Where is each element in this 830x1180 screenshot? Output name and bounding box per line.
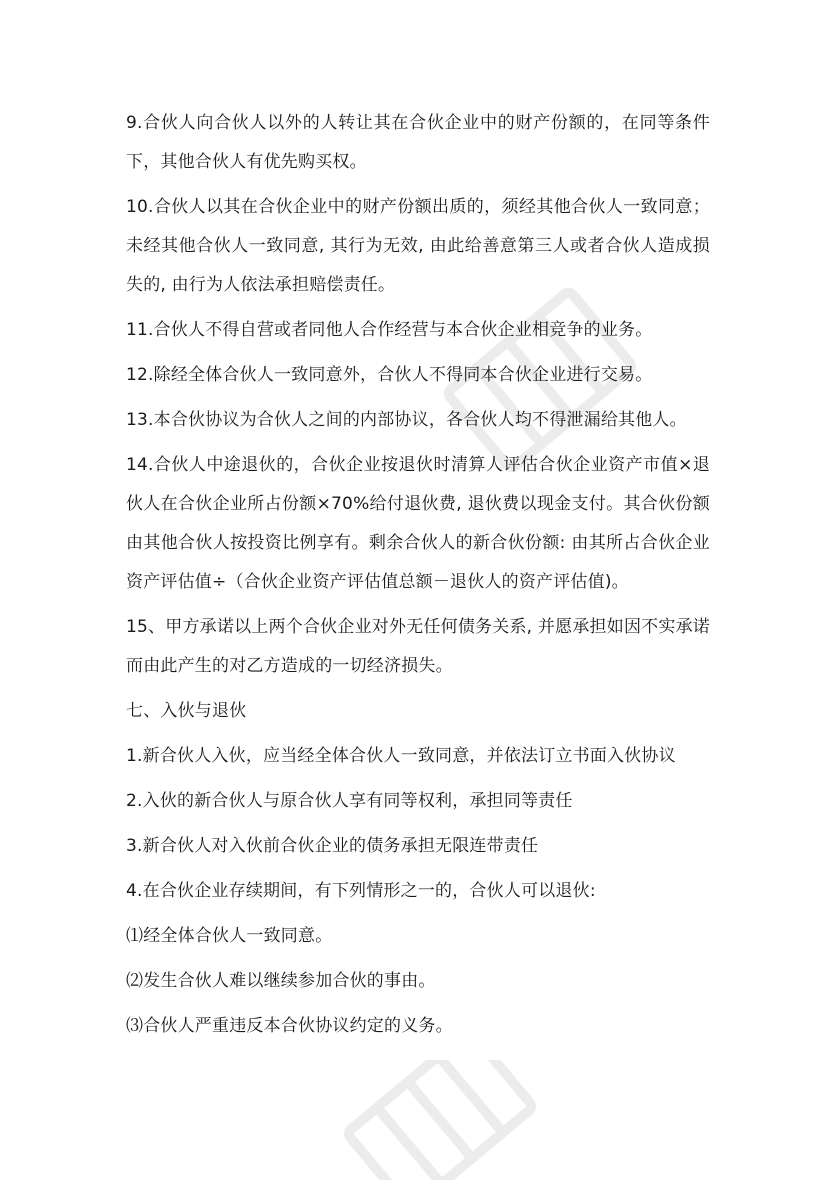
admission-item-1: 1.新合伙人入伙，应当经全体合伙人一致同意，并依法订立书面入伙协议 [126, 746, 676, 766]
clause-14: 14.合伙人中途退伙的，合伙企业按退伙时清算人评估合伙企业资产市值×退伙人在合伙企业所占份额×70%给付退伙费, 退伙费以现金支付。其合伙份额由其他合伙人按投资比例享有。剩余合伙人的新合伙份额: 由其所占合伙企业资产评估值÷（合伙企业资产评估值总额－退伙人的资产评估值)。 [126, 455, 710, 592]
admission-item-3: 3.新合伙人对入伙前合伙企业的债务承担无限连带责任 [126, 836, 539, 856]
clause-15: 15、甲方承诺以上两个合伙企业对外无任何债务关系, 并愿承担如因不实承诺而由此产生的对乙方造成的一切经济损失。 [126, 617, 710, 676]
withdrawal-sub-3: ⑶合伙人严重违反本合伙协议约定的义务。 [126, 1016, 453, 1036]
clause-10: 10.合伙人以其在合伙企业中的财产份额出质的，须经其他合伙人一致同意；未经其他合伙人一致同意, 其行为无效, 由此给善意第三人或者合伙人造成损失的, 由行为人依法承担赔偿责任。 [126, 197, 710, 295]
document-body [126, 104, 710, 1052]
clause-11: 11.合伙人不得自营或者同他人合作经营与本合伙企业相竞争的业务。 [126, 320, 653, 340]
clause-13: 13.本合伙协议为合伙人之间的内部协议，各合伙人均不得泄漏给其他人。 [126, 410, 687, 430]
clause-9: 9.合伙人向合伙人以外的人转让其在合伙企业中的财产份额的，在同等条件下，其他合伙人有优先购买权。 [126, 113, 710, 172]
section-heading-7: 七、入伙与退伙 [126, 701, 247, 721]
withdrawal-sub-1: ⑴经全体合伙人一致同意。 [126, 926, 333, 946]
admission-item-2: 2.入伙的新合伙人与原合伙人享有同等权利，承担同等责任 [126, 791, 573, 811]
watermark-logo-icon-bottom [330, 1060, 550, 1180]
withdrawal-item-4: 4.在合伙企业存续期间，有下列情形之一的，合伙人可以退伙: [126, 881, 596, 901]
withdrawal-sub-2: ⑵发生合伙人难以继续参加合伙的事由。 [126, 971, 436, 991]
clause-12: 12.除经全体合伙人一致同意外，合伙人不得同本合伙企业进行交易。 [126, 365, 653, 385]
